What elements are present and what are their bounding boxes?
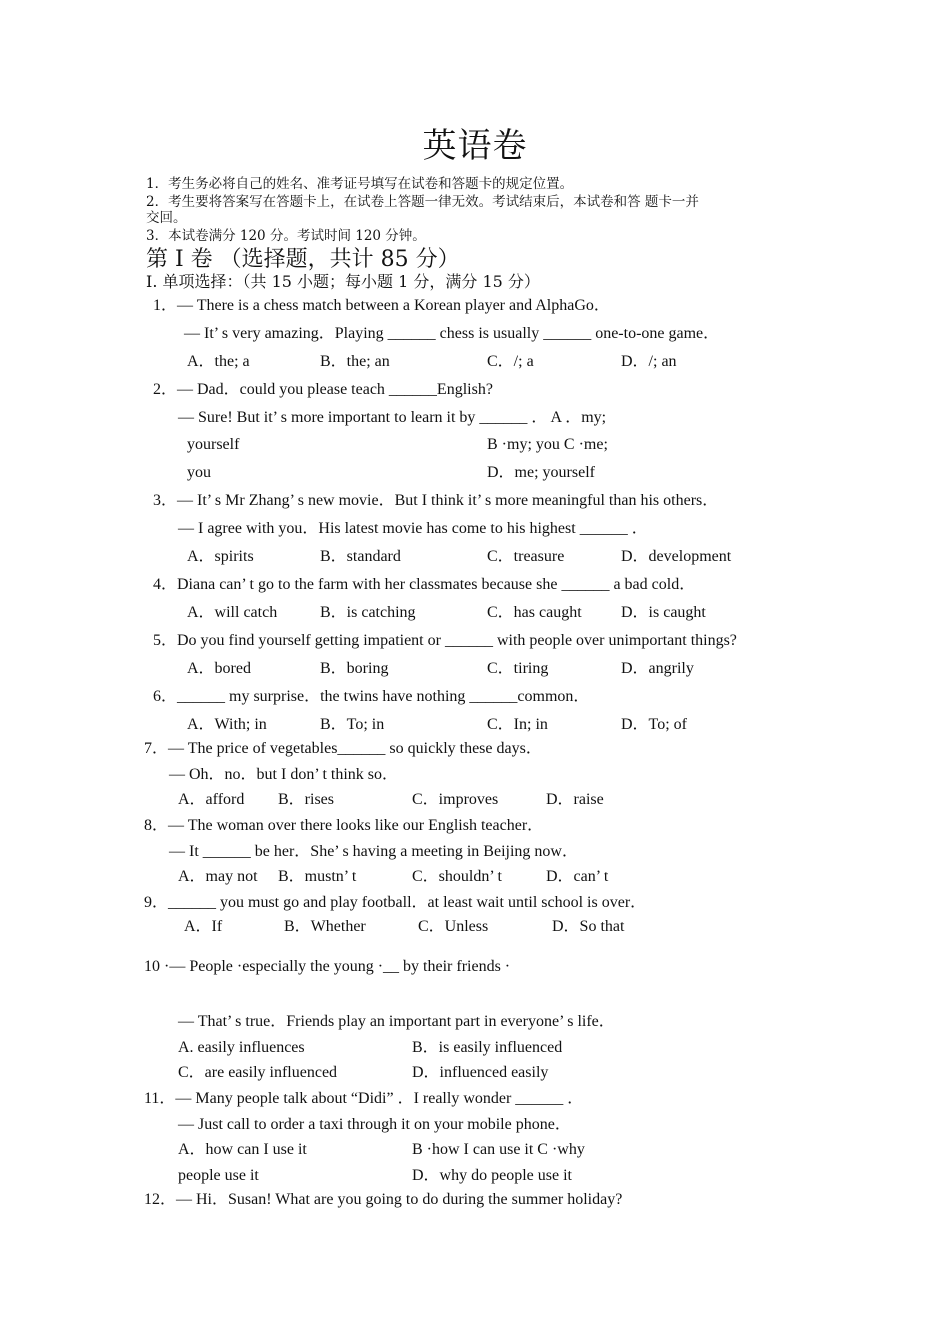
q3-option-a: A．spirits	[187, 548, 254, 565]
question-11-line-2: — Just call to order a taxi through it on your mobile phone．	[178, 1116, 571, 1133]
question-6-line-1: 6．______ my surprise．the twins have nothing ______common．	[153, 688, 590, 705]
question-10-line-1: 10 ·— People ·especially the young ·__ by their friends ·	[144, 958, 511, 975]
question-7-line-1: 7．— The price of vegetables______ so quickly these days．	[144, 740, 542, 757]
question-11-line-1: 11．— Many people talk about “Didi” ．I really wonder ______ ．	[144, 1090, 584, 1107]
q4-option-c: C．has caught	[487, 604, 582, 621]
q8-option-b: B．mustn’ t	[278, 868, 357, 885]
q9-option-c: C．Unless	[418, 918, 489, 935]
q4-option-b: B．is catching	[320, 604, 416, 621]
q1-option-a: A．the; a	[187, 353, 250, 370]
q3-option-b: B．standard	[320, 548, 401, 565]
q10-option-d: D．influenced easily	[412, 1064, 549, 1081]
q7-option-c: C．improves	[412, 791, 499, 808]
q11-option-d: D．why do people use it	[412, 1167, 572, 1184]
q2-option-d: D．me; yourself	[487, 464, 595, 481]
question-12-line-1: 12．— Hi．Susan! What are you going to do during the summer holiday?	[144, 1191, 623, 1208]
q4-option-a: A．will catch	[187, 604, 278, 621]
q8-option-a: A．may not	[178, 868, 258, 885]
q6-option-a: A．With; in	[187, 716, 267, 733]
q9-option-d: D．So that	[552, 918, 625, 935]
q1-option-c: C．/; a	[487, 353, 534, 370]
q3-option-c: C．treasure	[487, 548, 565, 565]
q5-option-b: B．boring	[320, 660, 389, 677]
q5-option-a: A．bored	[187, 660, 251, 677]
question-7-line-2: — Oh．no．but I don’ t think so．	[169, 766, 399, 783]
q11-option-a: A．how can I use it	[178, 1141, 307, 1158]
q5-option-d: D．angrily	[621, 660, 694, 677]
q2-option-c-cont: you	[187, 464, 211, 481]
q7-option-a: A．afford	[178, 791, 245, 808]
q10-option-a: A. easily influences	[178, 1039, 305, 1056]
q7-option-b: B．rises	[278, 791, 335, 808]
question-3-line-2: — I agree with you．His latest movie has come to his highest ______ ．	[178, 520, 648, 537]
part-title: I. 单项选择：（共 15 小题；每小题 1 分，满分 15 分）	[146, 272, 540, 291]
q6-option-c: C．In; in	[487, 716, 548, 733]
q10-option-c: C．are easily influenced	[178, 1064, 338, 1081]
q2-option-b: B ·my; you C ·me;	[487, 436, 608, 453]
question-4-line-1: 4．Diana can’ t go to the farm with her classmates because she ______ a bad cold．	[153, 576, 696, 593]
question-2-line-2: — Sure! But it’ s more important to learn it by ______ ． A ．my;	[178, 409, 607, 426]
q4-option-d: D．is caught	[621, 604, 706, 621]
q11-option-c-cont: people use it	[178, 1167, 259, 1184]
instruction-note-1: 1．考生务必将自己的姓名、准考证号填写在试卷和答题卡的规定位置。	[146, 176, 574, 192]
instruction-note-3: 3．本试卷满分 120 分。考试时间 120 分钟。	[146, 228, 426, 244]
q7-option-d: D．raise	[546, 791, 604, 808]
q5-option-c: C．tiring	[487, 660, 549, 677]
q10-option-b: B．is easily influenced	[412, 1039, 563, 1056]
question-5-line-1: 5．Do you find yourself getting impatient or ______ with people over unimportant things?	[153, 632, 737, 649]
question-8-line-2: — It ______ be her．She’ s having a meeting in Beijing now．	[169, 843, 578, 860]
question-10-line-2: — That’ s true．Friends play an important part in everyone’ s life．	[178, 1013, 615, 1030]
q3-option-d: D．development	[621, 548, 732, 565]
q11-option-b: B ·how I can use it C ·why	[412, 1141, 585, 1158]
q8-option-c: C．shouldn’ t	[412, 868, 502, 885]
q6-option-b: B．To; in	[320, 716, 385, 733]
question-1-line-2: — It’ s very amazing．Playing ______ chess is usually ______ one-to-one game．	[184, 325, 720, 342]
question-2-line-1: 2．— Dad．could you please teach ______English?	[153, 381, 493, 398]
q1-option-d: D．/; an	[621, 353, 677, 370]
instruction-note-2: 2．考生要将答案写在答题卡上，在试卷上答题一律无效。考试结束后，本试卷和答 题卡一并	[146, 194, 699, 210]
q9-option-a: A．If	[184, 918, 223, 935]
question-1-line-1: 1．— There is a chess match between a Korean player and AlphaGo．	[153, 297, 610, 314]
q6-option-d: D．To; of	[621, 716, 687, 733]
q9-option-b: B．Whether	[284, 918, 366, 935]
exam-title: 英语卷	[422, 126, 528, 166]
question-3-line-1: 3．— It’ s Mr Zhang’ s new movie．But I think it’ s more meaningful than his others．	[153, 492, 719, 509]
q2-option-a-cont: yourself	[187, 436, 240, 453]
question-9-line-1: 9．______ you must go and play football．at least wait until school is over．	[144, 894, 647, 911]
q1-option-b: B．the; an	[320, 353, 390, 370]
section-title: 第 I 卷 （选择题，共计 85 分）	[146, 247, 460, 272]
q8-option-d: D．can’ t	[546, 868, 609, 885]
instruction-note-2-cont: 交回。	[146, 210, 187, 226]
question-8-line-1: 8．— The woman over there looks like our English teacher．	[144, 817, 544, 834]
